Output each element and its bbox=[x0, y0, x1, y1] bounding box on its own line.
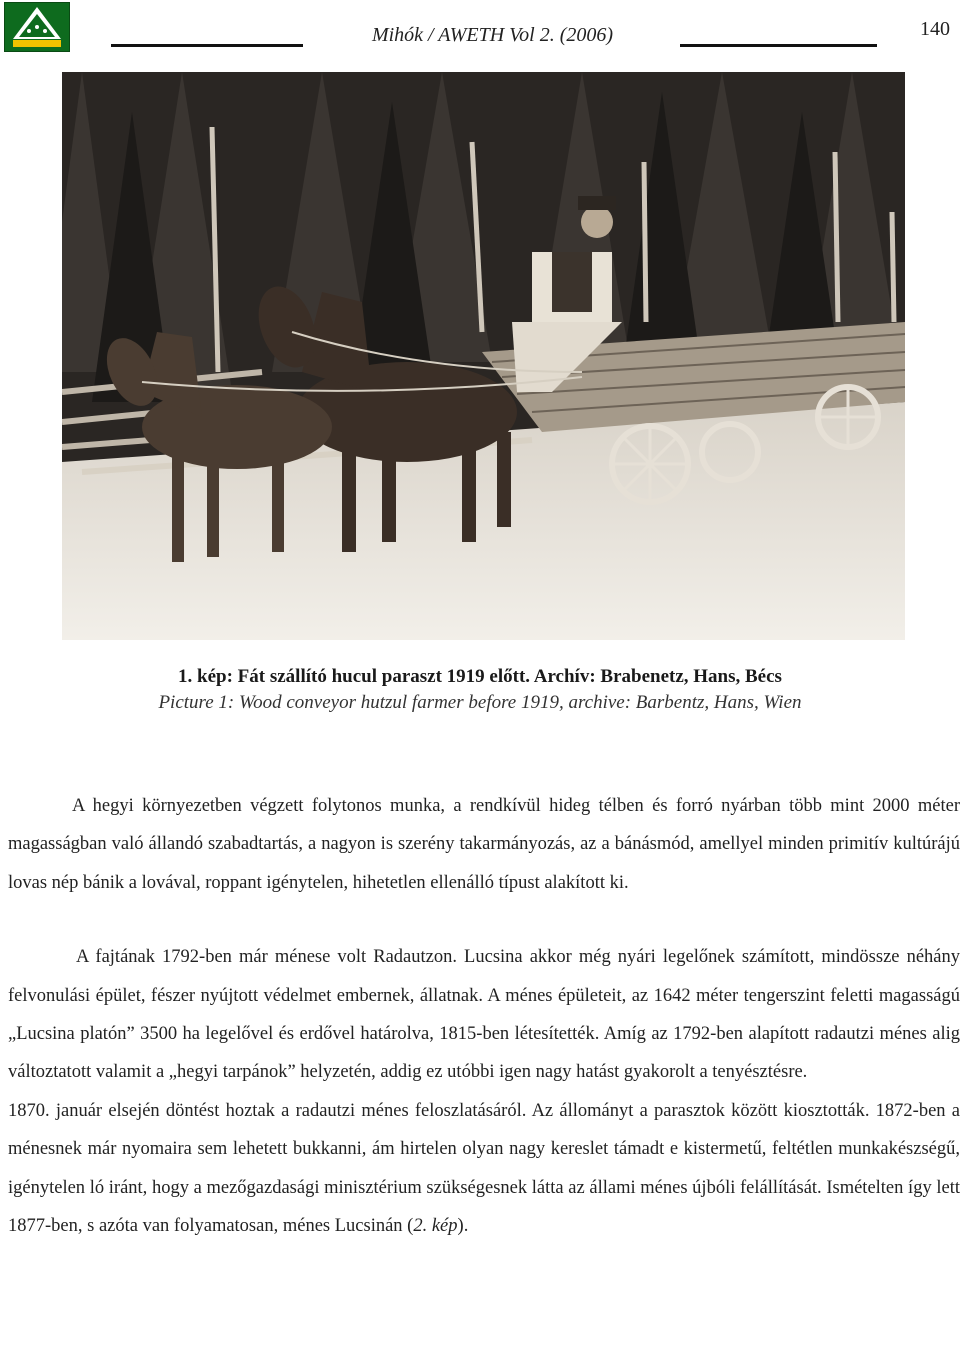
figure-caption-english: Picture 1: Wood conveyor hutzul farmer before 1919, archive: Barbentz, Hans, Wien bbox=[158, 692, 802, 713]
paragraph-1: A hegyi környezetben végzett folytonos munka, a rendkívül hideg télben és forró nyárban több mint 2000 méter magasságban való állandó szabadtartás, a nagyon is szerény takarmányozás, az a bánásmód, amellyel minden primitív kultúrájú lovas nép bánik a lovával, roppant igénytelen, hihetetlen ellenálló típust alakított ki. bbox=[8, 796, 960, 893]
archival-photo-horse-cart-icon bbox=[62, 72, 905, 640]
paragraph-3-end: ). bbox=[457, 1216, 469, 1237]
header-rule-left bbox=[111, 44, 303, 47]
paragraph-3 bbox=[8, 1092, 960, 1246]
figure-reference: 2. kép bbox=[413, 1216, 458, 1237]
archival-photo bbox=[62, 72, 905, 640]
running-head: Mihók / AWETH Vol 2. (2006) bbox=[371, 24, 614, 46]
header-rule-right bbox=[680, 44, 877, 47]
aweth-logo bbox=[4, 2, 70, 52]
paragraph-2: A fajtának 1792-ben már ménese volt Radautzon. Lucsina akkor még nyári legelőnek számított, mindössze néhány felvonulási épület, fészer nyújtott védelmet embernek, állatnak. A ménes épületeit, az 1642 méter tengerszint feletti magasságú „Lucsina platón” 3500 ha legelővel és erdővel határolva, 1815-ben létesítették. Amíg az 1792-ben alapított radautzi ménes alig változtatott valamit a „hegyi tarpánok” helyzetén, addig ez utóbbi igen nagy hatást gyakorolt a tenyésztésre. bbox=[8, 947, 960, 1083]
page-number: 140 bbox=[920, 18, 950, 40]
article-body bbox=[8, 787, 960, 1245]
figure-caption-hungarian: 1. kép: Fát szállító hucul paraszt 1919 előtt. Archív: Brabenetz, Hans, Bécs bbox=[178, 666, 782, 687]
paragraph-3-text: 1870. január elsején döntést hoztak a radautzi ménes feloszlatásáról. Az állományt a parasztok között kiosztották. 1872-ben a ménesnek már nyomaira sem lehetett bukkanni, ám hirtelen olyan nagy kereslet támadt e kistermetű, feltétlen munkakészségű, igénytelen ló iránt, hogy a mezőgazdasági minisztérium szükségesnek látta az állami ménes újbóli felállítását. Ismételten így lett 1877-ben, s azóta van folyamatosan, ménes Lucsinán ( bbox=[8, 1100, 960, 1237]
aweth-logo-icon bbox=[5, 3, 69, 51]
